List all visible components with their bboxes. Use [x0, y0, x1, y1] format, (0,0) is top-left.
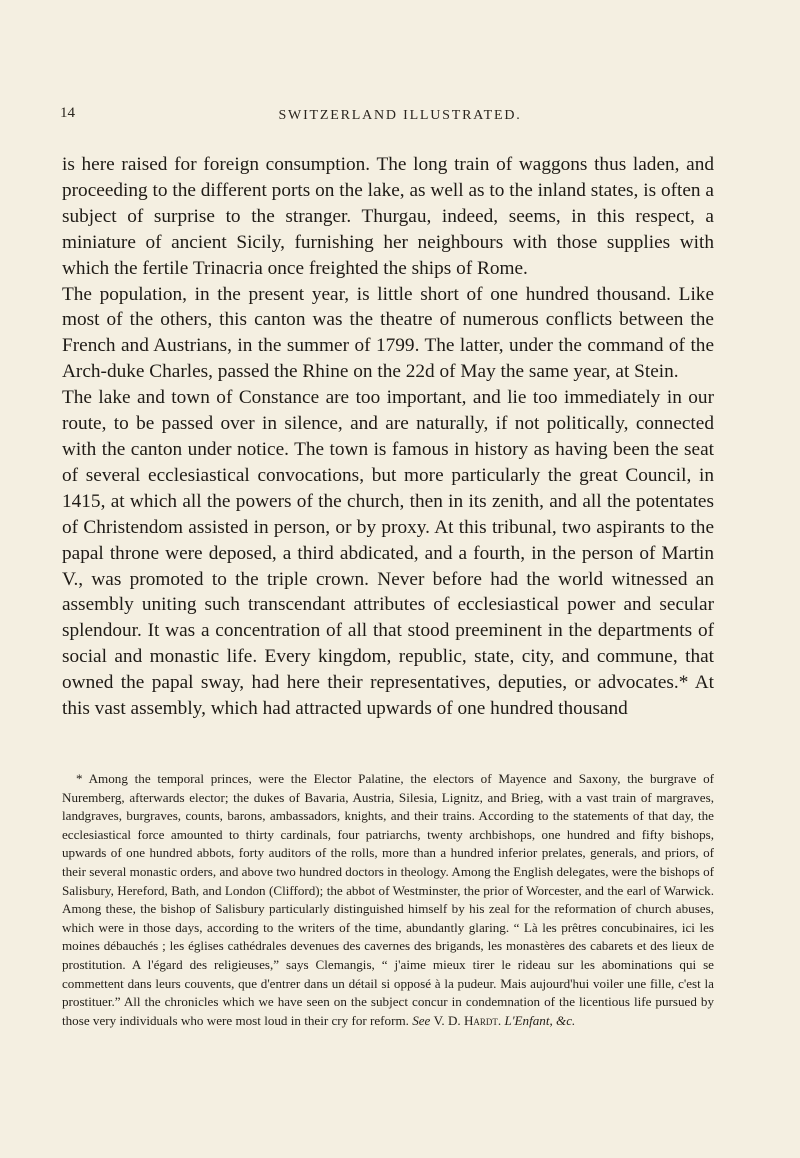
footnote-see: See: [412, 1012, 431, 1028]
paragraph: The lake and town of Constance are too important, and lie too immediately in our route, to be passed over in silence, and are naturally, if not politically, connected with the canton under notice. The town is famous in history as having been the seat of several ecclesiastical convocations, but more particularly the great Council, in 1415, at which all the powers of the church, then in its zenith, and all the potentates of Christendom assisted in person, or by proxy. At this tribunal, two aspirants to the papal throne were deposed, a third abdicated, and a fourth, in the person of Martin V., was promoted to the triple crown. Never before had the world witnessed an assembly uniting such transcendant attributes of ecclesiastical power and secular splendour. It was a concentration of all that stood preeminent in the departments of social and monastic life. Every kingdom, republic, state, city, and commune, that owned the papal sway, had here their representatives, deputies, or advocates.* At this vast assembly, which had attracted upwards of one hundred thousand: [62, 387, 714, 720]
footnote: [62, 770, 714, 1030]
paragraph: is here raised for foreign consumption. The long train of waggons thus laden, and proceeding to the different ports on the lake, as well as to the inland states, is often a subject of surprise to the stranger. Thurgau, indeed, seems, in this respect, a miniature of ancient Sicily, furnishing her neighbours with those supplies with which the fertile Trinacria once freighted the ships of Rome.: [62, 154, 714, 279]
footnote-text: * Among the temporal princes, were the Elector Palatine, the electors of Mayence and Saxony, the burgrave of Nuremberg, afterwards elector; the dukes of Bavaria, Austria, Silesia, Lignitz, and Brieg, with a vast train of margraves, landgraves, burgraves, counts, barons, ambassadors, knights, and their trains. According to the statements of that day, the ecclesiastical force amounted to thirty cardinals, four patriarchs, twenty archbishops, one hundred and fifty bishops, upwards of one hundred abbots, forty auditors of the rolls, more than a hundred inferior prelates, generals, and priors, of their several monastic orders, and above two hundred doctors in theology. Among the English delegates, were the bishops of Salisbury, Hereford, Bath, and London (Clifford); the abbot of Westminster, the prior of Worcester, and the earl of Warwick. Among these, the bishop of Salisbury particularly distinguished himself by his zeal for the reformation of church abuses, which were in those days, according to the writers of the time, abundantly glaring. “ Là les prêtres concubinaires, ici les moines débauchés ; les églises cathédrales devenues des cavernes des brigands, les monastères des cabarets et des lieux de prostitution. A l'égard des religieuses,” says Clemangis, “ j'aime mieux tirer le rideau sur les abominations qui se commettent dans leurs couvents, que d'entrer dans un détail si opposé à la pudeur. Mais aujourd'hui voiler une fille, c'est la prostituer.” All the chronicles which we have seen on the subject concur in condemnation of the licentious life pursued by those very individuals who were most loud in their cry for reform.: [62, 771, 714, 1028]
running-title: SWITZERLAND ILLUSTRATED.: [278, 108, 522, 123]
footnote-work: L'Enfant, &c.: [504, 1012, 576, 1028]
footnote-author: V. D. Hardt.: [433, 1012, 502, 1028]
paragraph: The population, in the present year, is little short of one hundred thousand. Like most of the others, this canton was the theatre of numerous conflicts between the French and Austrians, in the summer of 1799. The latter, under the command of the Arch-duke Charles, passed the Rhine on the 22d of May the same year, at Stein.: [62, 283, 714, 383]
page-number: 14: [60, 105, 75, 121]
main-text: [62, 152, 714, 722]
footnote-paragraph: [62, 770, 714, 1030]
